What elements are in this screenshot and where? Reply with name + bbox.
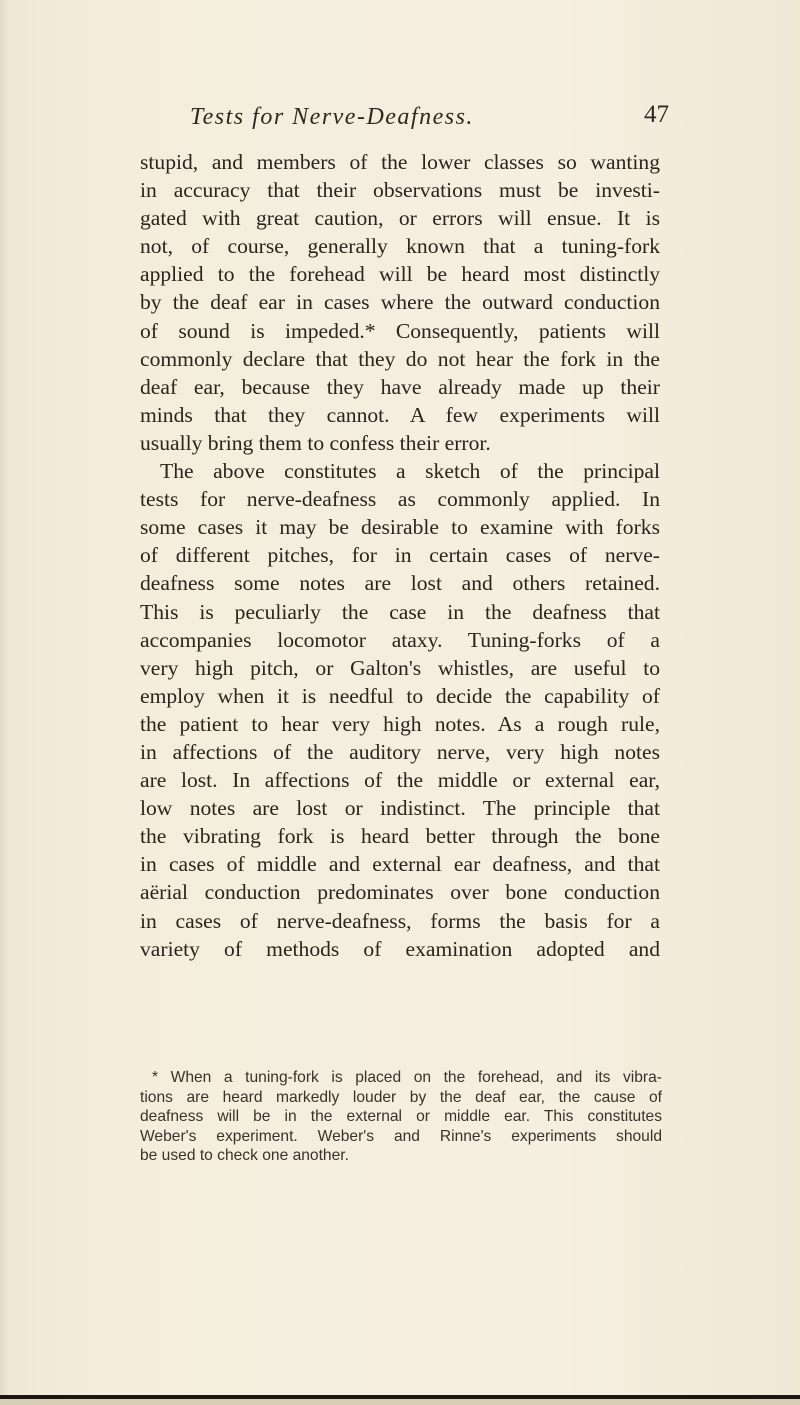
text-line: applied to the forehead will be heard most distinctly: [140, 262, 660, 287]
text-line: of sound is impeded.* Consequently, patients will: [140, 318, 660, 343]
text-line: variety of methods of examination adopted and: [140, 936, 660, 961]
running-head-title: Tests for Nerve-Deafness.: [190, 104, 474, 130]
text-line: in cases of middle and external ear deafness, and that: [140, 852, 660, 877]
text-line: tests for nerve-deafness as commonly applied. In: [140, 487, 660, 512]
footnote: [140, 1068, 662, 1166]
footnote-line: deafness will be in the external or middle ear. This constitutes: [140, 1108, 662, 1125]
main-text: [140, 148, 660, 963]
text-line: the patient to hear very high notes. As a rough rule,: [140, 711, 660, 736]
footnote-line: tions are heard markedly louder by the deaf ear, the cause of: [140, 1088, 662, 1106]
text-line: very high pitch, or Galton's whistles, are useful to: [140, 655, 660, 680]
text-line: The above constitutes a sketch of the principal: [160, 459, 660, 484]
text-line: of different pitches, for in certain cases of nerve-: [140, 543, 660, 568]
text-line: the vibrating fork is heard better through the bone: [140, 824, 660, 849]
text-line: some cases it may be desirable to examine with forks: [140, 515, 660, 540]
text-line: deafness some notes are lost and others retained.: [140, 571, 660, 596]
text-line: aërial conduction predominates over bone conduction: [140, 880, 660, 905]
page-bottom-shadow: [0, 1399, 800, 1405]
text-line: in accuracy that their observations must be investi-: [140, 178, 660, 203]
page-number: 47: [644, 101, 669, 128]
page-edge-shadow: [0, 0, 8, 1395]
text-line: minds that they cannot. A few experiments will: [140, 402, 660, 427]
footnote-line: be used to check one another.: [140, 1147, 349, 1164]
text-line: by the deaf ear in cases where the outward conduction: [140, 290, 660, 315]
text-line: low notes are lost or indistinct. The principle that: [140, 796, 660, 821]
text-line: accompanies locomotor ataxy. Tuning-forks of a: [140, 627, 660, 652]
text-line: are lost. In affections of the middle or external ear,: [140, 768, 660, 793]
text-line: commonly declare that they do not hear the fork in the: [140, 346, 660, 371]
text-line: deaf ear, because they have already made up their: [140, 374, 660, 399]
text-line: This is peculiarly the case in the deafness that: [140, 599, 660, 624]
footnote-line: Weber's experiment. Weber's and Rinne's experiments should: [140, 1127, 662, 1145]
footnote-line: * When a tuning-fork is placed on the forehead, and its vibra-: [152, 1069, 662, 1086]
text-line: stupid, and members of the lower classes so wanting: [140, 150, 660, 174]
text-line: employ when it is needful to decide the capability of: [140, 683, 660, 708]
text-line: in cases of nerve-deafness, forms the basis for a: [140, 908, 660, 933]
text-line: usually bring them to confess their error.: [140, 430, 491, 455]
text-line: in affections of the auditory nerve, very high notes: [140, 739, 660, 764]
text-line: not, of course, generally known that a tuning-fork: [140, 234, 660, 259]
text-line: gated with great caution, or errors will ensue. It is: [140, 206, 660, 231]
